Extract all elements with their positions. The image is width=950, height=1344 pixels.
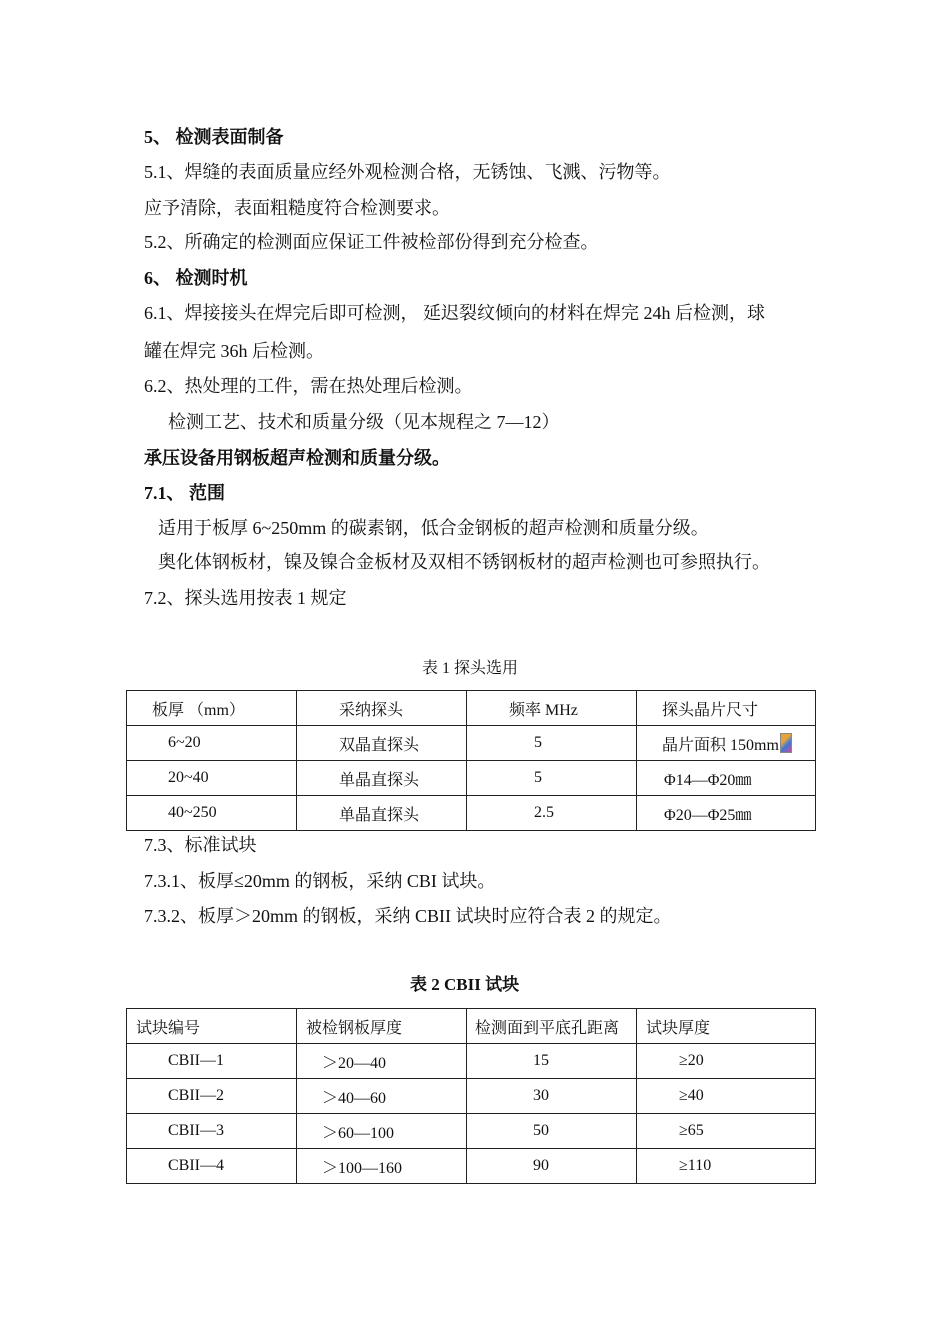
section-7-title: 承压设备用钢板超声检测和质量分级。 — [144, 448, 450, 468]
section-7-1-heading: 7.1、 范围 — [144, 483, 225, 503]
table-cell: 单晶直探头 — [297, 796, 467, 831]
table-header-cell: 检测面到平底孔距离 — [467, 1009, 637, 1044]
table-header-row — [127, 691, 816, 726]
table-cell: Φ14—Φ20㎜ — [637, 761, 816, 796]
table-cell — [637, 726, 816, 761]
table-cell: 90 — [467, 1149, 637, 1184]
table-cell: 6~20 — [127, 726, 297, 761]
embedded-image-icon — [780, 733, 792, 753]
paragraph-5-1: 5.1、焊缝的表面质量应经外观检测合格，无锈蚀、飞溅、污物等。 — [144, 162, 671, 182]
table-cell: 5 — [467, 726, 637, 761]
process-note: 检测工艺、技术和质量分级（见本规程之 7—12） — [168, 412, 560, 432]
table-header-cell: 被检钢板厚度 — [297, 1009, 467, 1044]
paragraph-6-2: 6.2、热处理的工件，需在热处理后检测。 — [144, 376, 473, 396]
table-header-cell: 试块厚度 — [637, 1009, 816, 1044]
table-cell: 30 — [467, 1079, 637, 1114]
table-cell: 单晶直探头 — [297, 761, 467, 796]
table-header-cell: 探头晶片尺寸 — [637, 691, 816, 726]
table-cell: 2.5 — [467, 796, 637, 831]
table-cell: 50 — [467, 1114, 637, 1149]
paragraph-7-1-a: 适用于板厚 6~250mm 的碳素钢，低合金钢板的超声检测和质量分级。 — [158, 518, 709, 538]
table-row — [127, 761, 816, 796]
paragraph-7-3: 7.3、标准试块 — [144, 835, 257, 855]
cbii-block-table — [126, 1008, 816, 1184]
table-header-cell: 板厚 （mm） — [127, 691, 297, 726]
table-cell: ≥110 — [637, 1149, 816, 1184]
table-cell: CBII—2 — [127, 1079, 297, 1114]
probe-selection-table — [126, 690, 816, 831]
table-row — [127, 1079, 816, 1114]
table-row — [127, 1114, 816, 1149]
table-cell: 40~250 — [127, 796, 297, 831]
table-cell: 15 — [467, 1044, 637, 1079]
table-cell: ≥65 — [637, 1114, 816, 1149]
paragraph-7-3-1: 7.3.1、板厚≤20mm 的钢板，采纳 CBI 试块。 — [144, 871, 496, 891]
table-2-caption: 表 2 CBII 试块 — [410, 975, 520, 994]
table-header-cell: 频率 MHz — [467, 691, 637, 726]
paragraph-7-3-2: 7.3.2、板厚＞20mm 的钢板，采纳 CBII 试块时应符合表 2 的规定。 — [144, 906, 672, 926]
paragraph-7-1-b: 奥化体钢板材，镍及镍合金板材及双相不锈钢板材的超声检测也可参照执行。 — [158, 552, 770, 572]
table-cell: CBII—4 — [127, 1149, 297, 1184]
paragraph-6-1: 6.1、焊接接头在焊完后即可检测， 延迟裂纹倾向的材料在焊完 24h 后检测，球 — [144, 303, 765, 323]
table-cell: 20~40 — [127, 761, 297, 796]
table-cell: 双晶直探头 — [297, 726, 467, 761]
table-cell: ＞40—60 — [297, 1079, 467, 1114]
paragraph-6-1-continued: 罐在焊完 36h 后检测。 — [144, 341, 324, 361]
paragraph-5-1-continued: 应予清除，表面粗糙度符合检测要求。 — [144, 198, 450, 218]
table-cell: Φ20—Φ25㎜ — [637, 796, 816, 831]
table-header-row — [127, 1009, 816, 1044]
table-row — [127, 1044, 816, 1079]
section-6-heading: 6、 检测时机 — [144, 268, 248, 288]
table-cell: 5 — [467, 761, 637, 796]
table-cell: CBII—3 — [127, 1114, 297, 1149]
paragraph-5-2: 5.2、所确定的检测面应保证工件被检部份得到充分检查。 — [144, 232, 599, 252]
section-5-heading: 5、 检测表面制备 — [144, 127, 284, 147]
paragraph-7-2: 7.2、探头选用按表 1 规定 — [144, 588, 347, 608]
table-cell: ＞100—160 — [297, 1149, 467, 1184]
table-header-cell: 试块编号 — [127, 1009, 297, 1044]
table-row — [127, 1149, 816, 1184]
table-cell: ≥40 — [637, 1079, 816, 1114]
table-row — [127, 796, 816, 831]
table-cell-text: 晶片面积 150mm — [662, 736, 779, 754]
table-cell: CBII—1 — [127, 1044, 297, 1079]
table-cell: ＞60—100 — [297, 1114, 467, 1149]
table-row — [127, 726, 816, 761]
table-cell: ＞20—40 — [297, 1044, 467, 1079]
table-1-caption: 表 1 探头选用 — [422, 660, 519, 677]
table-header-cell: 采纳探头 — [297, 691, 467, 726]
table-cell: ≥20 — [637, 1044, 816, 1079]
